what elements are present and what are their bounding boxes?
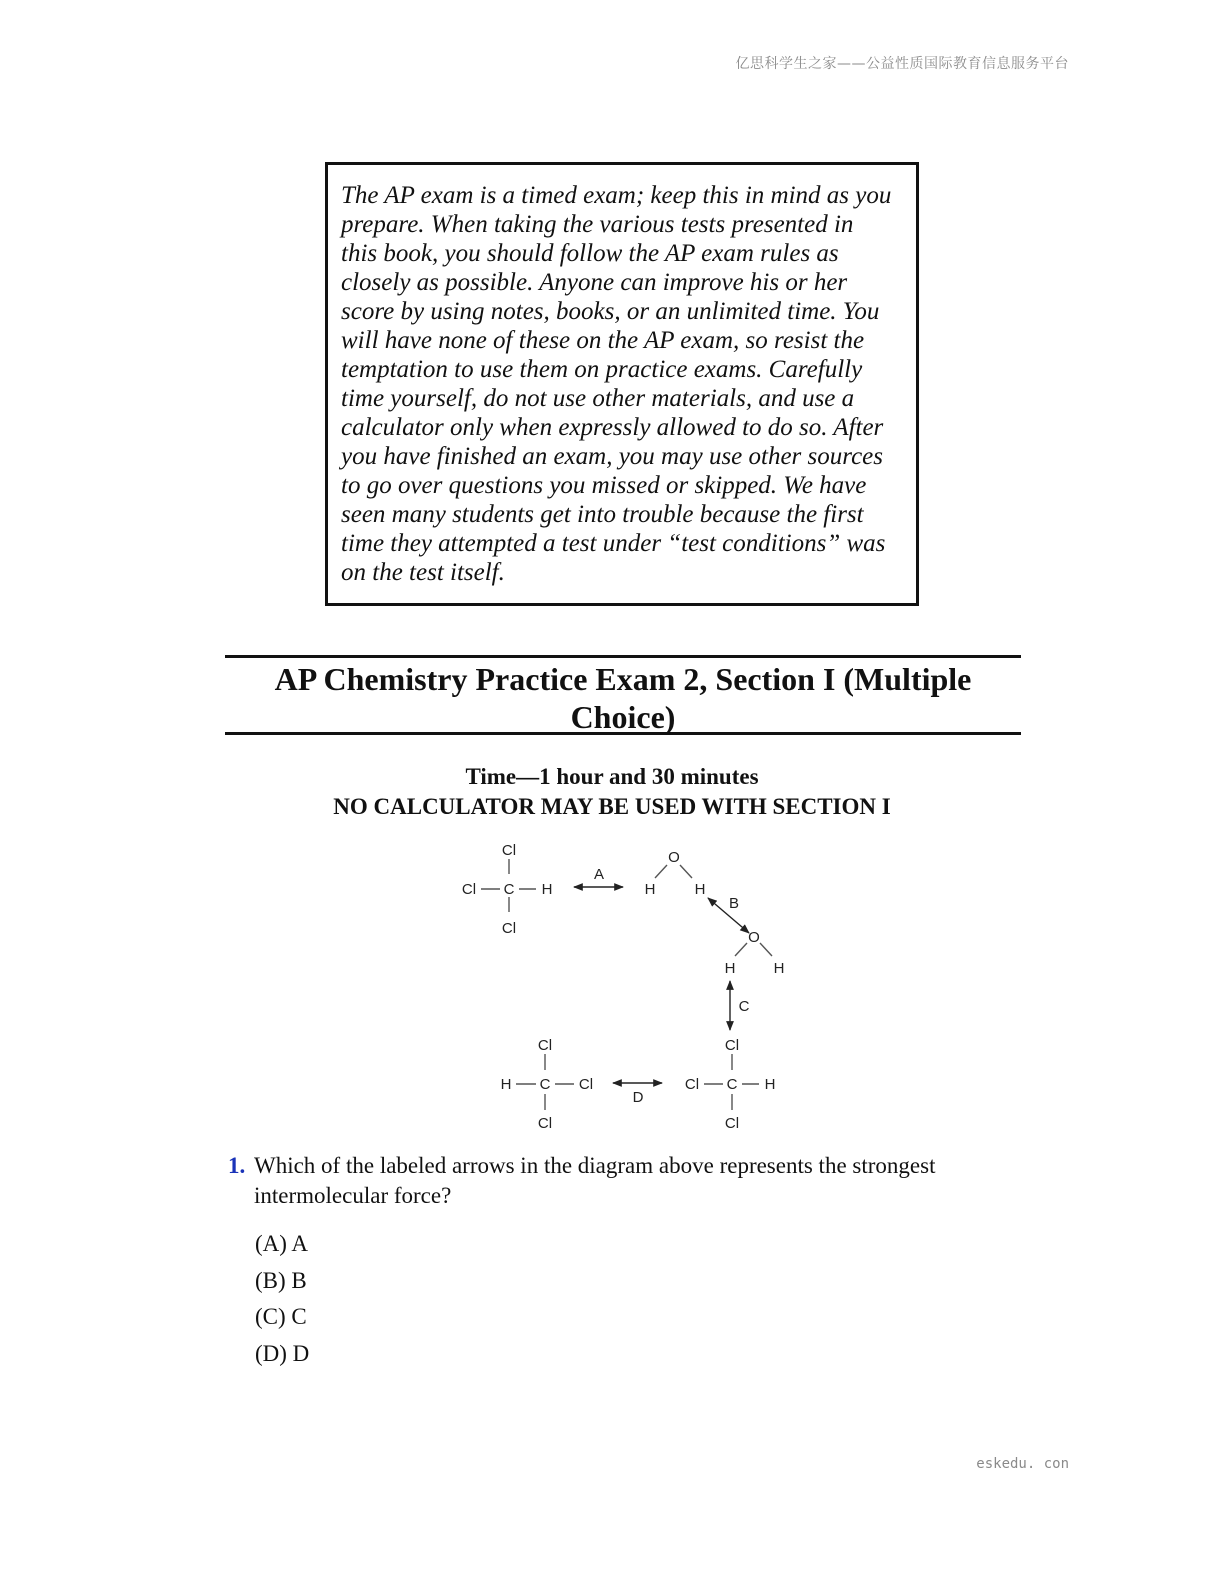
advice-line: seen many students get into trouble because the first bbox=[341, 501, 864, 528]
atom-label: Cl bbox=[724, 1115, 740, 1132]
header-watermark: 亿思科学生之家——公益性质国际教育信息服务平台 bbox=[735, 56, 1069, 72]
exam-advice-box bbox=[325, 162, 919, 606]
atom-label: C bbox=[726, 1076, 738, 1093]
advice-line: you have finished an exam, you may use other sources bbox=[341, 443, 883, 470]
arrow-label-c: C bbox=[738, 998, 750, 1015]
advice-line: closely as possible. Anyone can improve his or her bbox=[341, 269, 848, 296]
atom-label: Cl bbox=[461, 881, 477, 898]
atom-label: C bbox=[503, 881, 515, 898]
atom-label: Cl bbox=[501, 920, 517, 937]
arrow-label-a: A bbox=[593, 866, 605, 883]
arrow-label-d: D bbox=[632, 1089, 644, 1106]
advice-line: prepare. When taking the various tests presented in bbox=[341, 211, 854, 238]
option-c: (C) C bbox=[255, 1304, 307, 1329]
atom-label: H bbox=[644, 881, 656, 898]
atom-label: Cl bbox=[684, 1076, 700, 1093]
atom-label: H bbox=[764, 1076, 776, 1093]
advice-line: on the test itself. bbox=[341, 559, 505, 586]
section-title-line: AP Chemistry Practice Exam 2, Section I (Multiple bbox=[274, 661, 972, 697]
atom-label: Cl bbox=[501, 842, 517, 859]
advice-line: The AP exam is a timed exam; keep this in mind as you bbox=[341, 182, 892, 209]
atom-label: Cl bbox=[537, 1115, 553, 1132]
advice-line: this book, you should follow the AP exam rules as bbox=[341, 240, 839, 267]
atom-label: Cl bbox=[724, 1037, 740, 1054]
advice-line: to go over questions you missed or skipped. We have bbox=[341, 472, 867, 499]
atom-label: H bbox=[773, 960, 785, 977]
answer-options bbox=[255, 1226, 309, 1372]
atom-label: O bbox=[668, 849, 680, 866]
advice-line: will have none of these on the AP exam, so resist the bbox=[341, 327, 865, 354]
atom-label: C bbox=[539, 1076, 551, 1093]
section-title bbox=[225, 655, 1021, 735]
footer-watermark: eskedu. con bbox=[976, 1456, 1069, 1472]
section-title-line: Choice) bbox=[570, 699, 676, 735]
question-text-line: intermolecular force? bbox=[254, 1183, 452, 1208]
advice-line: calculator only when expressly allowed to do so. After bbox=[341, 414, 884, 441]
advice-line: time they attempted a test under “test conditions” was bbox=[341, 530, 886, 557]
option-d: (D) D bbox=[255, 1340, 310, 1366]
advice-line: score by using notes, books, or an unlimited time. You bbox=[341, 298, 880, 325]
atom-label: O bbox=[748, 929, 760, 946]
atom-label: Cl bbox=[578, 1076, 594, 1093]
option-a: (A) A bbox=[255, 1231, 309, 1256]
question-text-line: Which of the labeled arrows in the diagram above represents the strongest bbox=[254, 1153, 936, 1178]
atom-label: H bbox=[694, 881, 706, 898]
advice-line: time yourself, do not use other materials, and use a bbox=[341, 385, 855, 412]
time-limit: Time—1 hour and 30 minutes bbox=[465, 764, 759, 789]
intermolecular-forces-diagram bbox=[440, 836, 800, 1136]
question-text bbox=[254, 1151, 1008, 1211]
advice-line: temptation to use them on practice exams. Carefully bbox=[341, 356, 863, 383]
atom-label: H bbox=[500, 1076, 512, 1093]
exam-advice-text bbox=[341, 181, 902, 587]
question-1 bbox=[228, 1151, 1008, 1211]
atom-label: H bbox=[541, 881, 553, 898]
atom-label: Cl bbox=[537, 1037, 553, 1054]
question-number: 1. bbox=[228, 1153, 246, 1178]
option-b: (B) B bbox=[255, 1267, 307, 1293]
arrow-label-b: B bbox=[728, 895, 740, 912]
calculator-notice: NO CALCULATOR MAY BE USED WITH SECTION I bbox=[333, 794, 891, 819]
atom-label: H bbox=[724, 960, 736, 977]
